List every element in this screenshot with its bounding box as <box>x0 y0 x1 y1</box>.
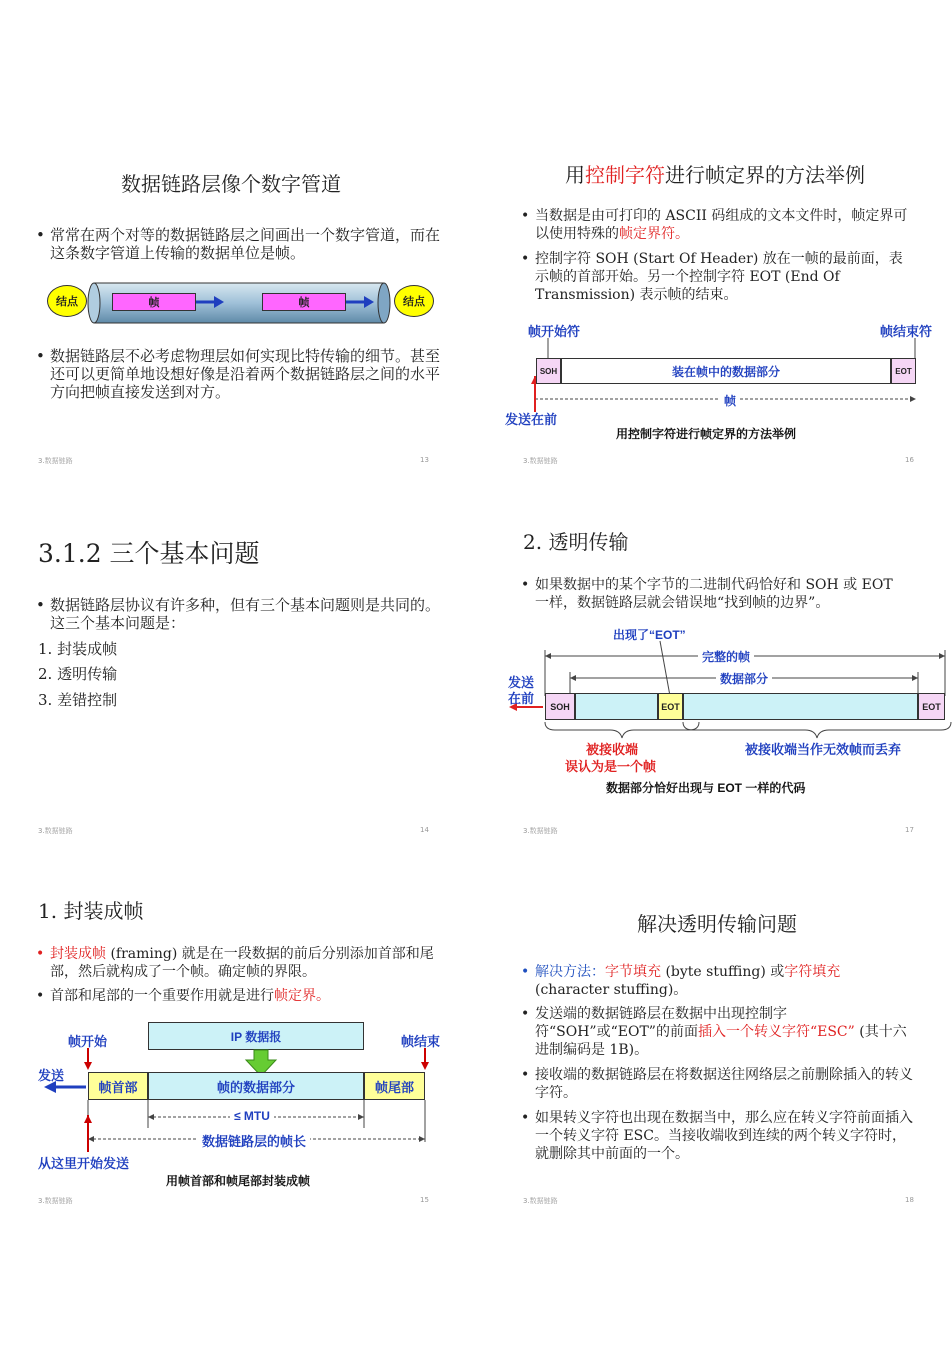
send-label: 在前 <box>508 691 535 706</box>
pipe-diagram <box>46 280 446 330</box>
list-item: 3. 差错控制 <box>38 691 118 709</box>
diagram-caption: 用帧首部和帧尾部封装成帧 <box>166 1174 311 1188</box>
send-first-label: 发送在前 <box>505 412 558 427</box>
page-number: 18 <box>905 1196 914 1204</box>
frame-box: 帧 <box>112 293 196 311</box>
soh-box: SOH <box>545 693 575 720</box>
start-label: 帧开始符 <box>528 324 581 339</box>
page-number: 14 <box>420 826 429 834</box>
end-label: 帧结束符 <box>880 324 933 339</box>
frame-length-label: 数据链路层的帧长 <box>198 1131 310 1150</box>
trailer-box: 帧尾部 <box>364 1072 425 1100</box>
footer-label: 3.数据链路 <box>523 827 558 835</box>
slide-title: 1. 封装成帧 <box>38 899 144 923</box>
page-number: 13 <box>420 456 429 464</box>
node-left: 结点 <box>47 285 87 317</box>
slide-title: 用控制字符进行帧定界的方法举例 <box>565 163 865 187</box>
bullet: • 解决方法：字节填充 (byte stuffing) 或字符填充 (character stuffing)。 <box>521 964 841 998</box>
recv-label: 被接收端 <box>586 742 639 757</box>
appeared-label: 出现了“EOT” <box>613 628 686 642</box>
bullet: • 当数据是由可打印的 ASCII 码组成的文本文件时，帧定界可以使用特殊的帧定界符。 <box>521 208 908 242</box>
mtu-label: ≤ MTU <box>230 1109 274 1123</box>
bullet: • 数据链路层不必考虑物理层如何实现比特传输的细节。甚至还可以更简单地设想好像是沿着两个数据链路层之间的水平方向把帧直接发送到对方。 <box>36 347 441 401</box>
discard-label: 被接收端当作无效帧而丢弃 <box>745 742 902 757</box>
data-box: 装在帧中的数据部分 <box>561 358 891 384</box>
send-label: 发送 <box>508 675 535 690</box>
bullet: • 发送端的数据链路层在数据中出现控制字符“SOH”或“EOT”的前面插入一个转义字符“ESC” (其十六进制编码是 1B)。 <box>521 1006 907 1058</box>
bullet: • 控制字符 SOH (Start Of Header) 放在一帧的最前面，表示帧的首部开始。另一个控制字符 EOT (End Of Transmission) 表示帧的结束。 <box>521 251 903 303</box>
arrow-icon <box>196 295 226 309</box>
node-right: 结点 <box>394 285 434 317</box>
slide-15 <box>20 890 460 1230</box>
data-box: 帧的数据部分 <box>148 1072 364 1100</box>
slide-title: 解决透明传输问题 <box>637 912 797 936</box>
complete-frame-label: 完整的帧 <box>698 648 754 665</box>
eot-box: EOT <box>891 358 916 384</box>
soh-box: SOH <box>536 358 561 384</box>
page-number: 16 <box>905 456 914 464</box>
header-box: 帧首部 <box>88 1072 148 1100</box>
page-number: 17 <box>905 826 914 834</box>
data-box <box>683 693 918 720</box>
send-label: 发送 <box>38 1068 65 1083</box>
slide-title: 2. 透明传输 <box>523 530 629 554</box>
slide-title: 数据链路层像个数字管道 <box>121 172 341 196</box>
eot-box: EOT <box>918 693 945 720</box>
data-box <box>575 693 658 720</box>
bullet: • 如果数据中的某个字节的二进制代码恰好和 SOH 或 EOT 一样，数据链路层就会错误地“找到帧的边界”。 <box>521 577 893 611</box>
ip-datagram-box: IP 数据报 <box>148 1022 364 1050</box>
eot-box: EOT <box>658 693 683 720</box>
diagram-caption: 数据部分恰好出现与 EOT 一样的代码 <box>606 781 806 795</box>
footer-label: 3.数据链路 <box>38 1197 73 1205</box>
footer-label: 3.数据链路 <box>523 1197 558 1205</box>
slide-13 <box>20 150 460 490</box>
list-item: 2. 透明传输 <box>38 665 118 683</box>
bullet: • 常常在两个对等的数据链路层之间画出一个数字管道，而在这条数字管道上传输的数据单位是帧。 <box>36 226 441 262</box>
footer-label: 3.数据链路 <box>523 457 558 465</box>
slide-14 <box>20 520 460 860</box>
end-label: 帧结束 <box>401 1034 441 1049</box>
bullet: • 首部和尾部的一个重要作用就是进行帧定界。 <box>36 988 330 1004</box>
data-part-label: 数据部分 <box>716 670 772 687</box>
arrow-icon <box>346 295 376 309</box>
footer-label: 3.数据链路 <box>38 457 73 465</box>
bullet: • 封装成帧 (framing) 就是在一段数据的前后分别添加首部和尾部，然后就构成了一个帧。确定帧的界限。 <box>36 946 434 980</box>
footer-label: 3.数据链路 <box>38 827 73 835</box>
slide-17 <box>505 520 945 860</box>
frame-box: 帧 <box>262 293 346 311</box>
slide-title: 3.1.2 三个基本问题 <box>38 539 260 568</box>
slide-16 <box>505 150 945 490</box>
bullet: • 如果转义字符也出现在数据当中，那么应在转义字符前面插入一个转义字符 ESC。当接收端收到连续的两个转义字符时，就删除其中前面的一个。 <box>521 1110 913 1162</box>
frame-label: 帧 <box>720 392 740 409</box>
recv-label: 误认为是一个帧 <box>565 759 657 774</box>
bullet: • 接收端的数据链路层在将数据送往网络层之前删除插入的转义字符。 <box>521 1067 913 1101</box>
diagram-caption: 用控制字符进行帧定界的方法举例 <box>616 427 797 441</box>
start-label: 帧开始 <box>68 1034 108 1049</box>
bullet: • 数据链路层协议有许多种，但有三个基本问题则是共同的。这三个基本问题是： <box>36 596 441 632</box>
from-here-label: 从这里开始发送 <box>38 1156 130 1171</box>
slide-18 <box>505 890 945 1230</box>
page-number: 15 <box>420 1196 429 1204</box>
list-item: 1. 封装成帧 <box>38 640 118 658</box>
